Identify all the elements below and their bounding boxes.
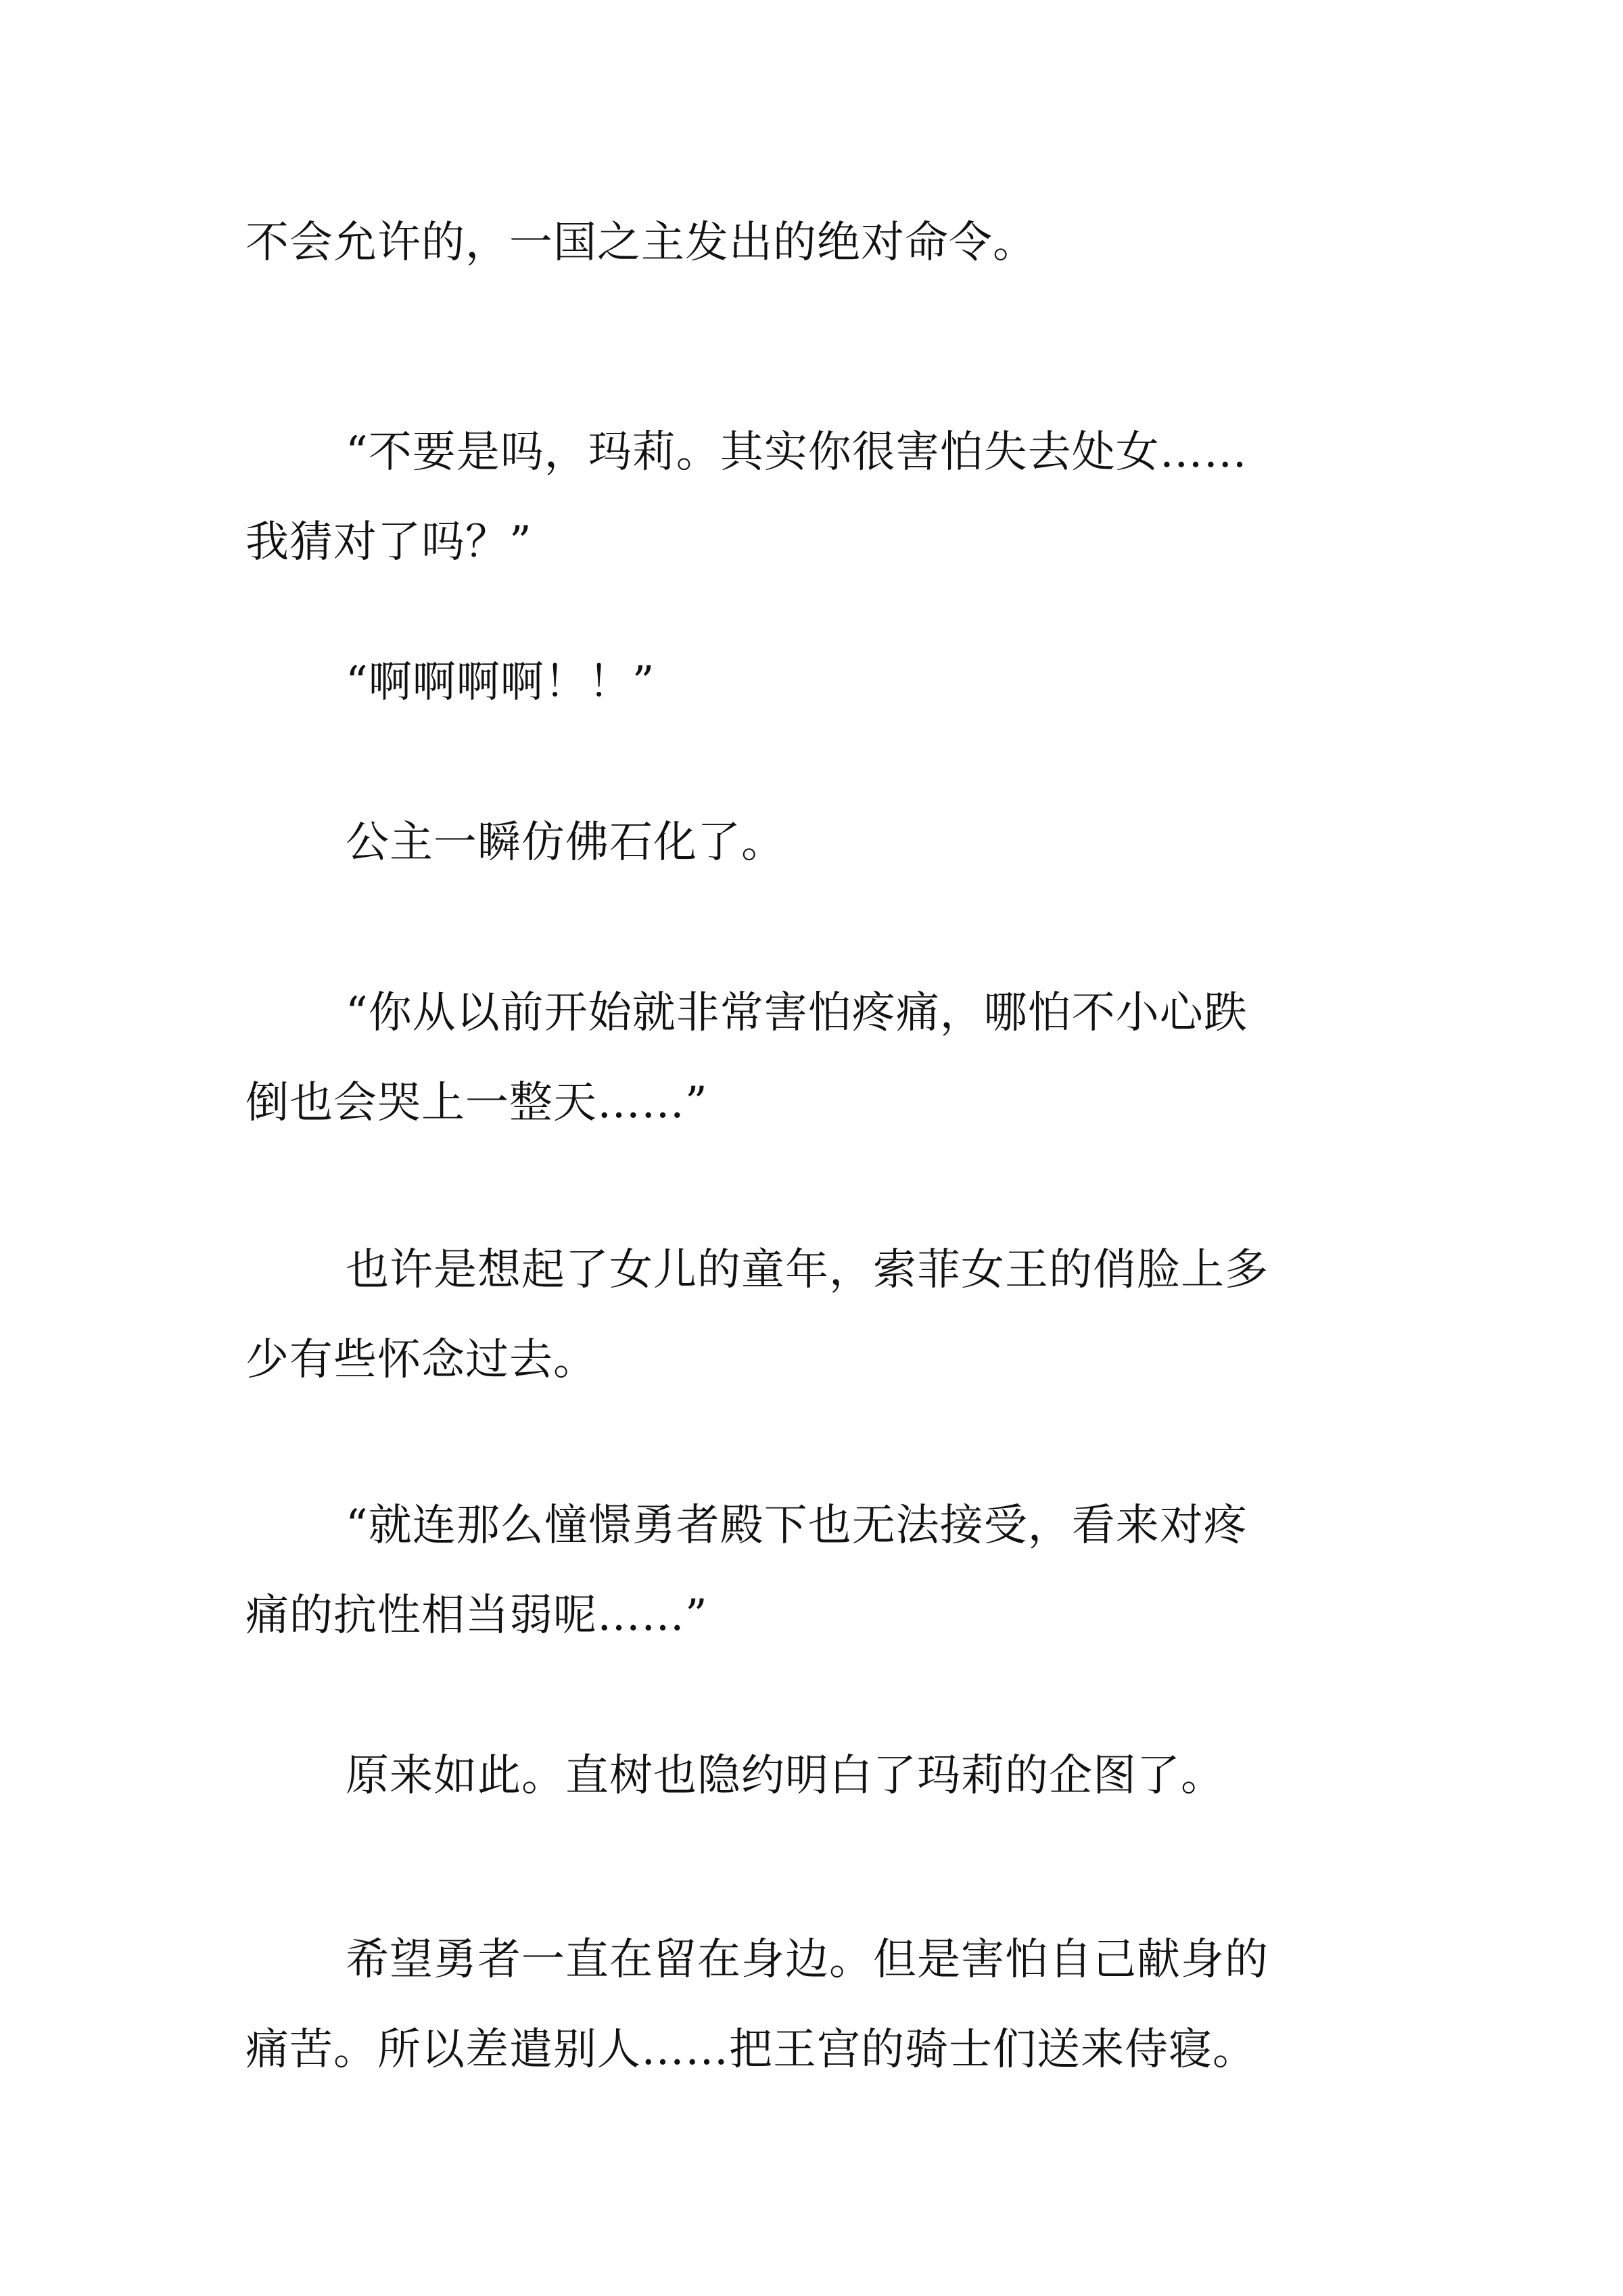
paragraph-6 xyxy=(245,1225,1395,1405)
paragraph-8 xyxy=(245,1731,1395,1821)
text-line: 少有些怀念过去。 xyxy=(245,1335,597,1385)
text-line: 痛的抗性相当弱呢……” xyxy=(245,1591,708,1641)
paragraph-2 xyxy=(245,408,1395,588)
paragraph-7 xyxy=(245,1481,1395,1661)
text-line: “不要是吗，玛莉。其实你很害怕失去处女…… xyxy=(346,427,1248,477)
text-line: 希望勇者一直在留在身边。但是害怕自己献身的 xyxy=(346,1935,1269,1985)
text-line: 不会允许的，一国之主发出的绝对命令。 xyxy=(245,218,1037,268)
paragraph-1 xyxy=(245,198,1395,288)
text-line: “啊啊啊啊！！” xyxy=(346,657,655,707)
text-line: 我猜对了吗？” xyxy=(245,517,532,567)
paragraph-3 xyxy=(245,638,1395,728)
paragraph-5 xyxy=(245,968,1395,1148)
text-line: 公主一瞬仿佛石化了。 xyxy=(346,818,785,868)
text-line: 痛苦。所以差遣别人……把王宫的骑士们送来侍寝。 xyxy=(245,2025,1256,2075)
text-line: “就连那么憧憬勇者殿下也无法接受，看来对疼 xyxy=(346,1501,1248,1551)
text-line: 也许是想起了女儿的童年，索菲女王的俏脸上多 xyxy=(346,1245,1269,1295)
text-line: 原来如此。直树也隐约明白了玛莉的企图了。 xyxy=(346,1751,1225,1801)
text-line: 倒也会哭上一整天……” xyxy=(245,1078,708,1128)
paragraph-4 xyxy=(245,798,1395,888)
text-line: “你从以前开始就非常害怕疼痛，哪怕不小心跌 xyxy=(346,988,1248,1038)
paragraph-9 xyxy=(245,1915,1395,2095)
